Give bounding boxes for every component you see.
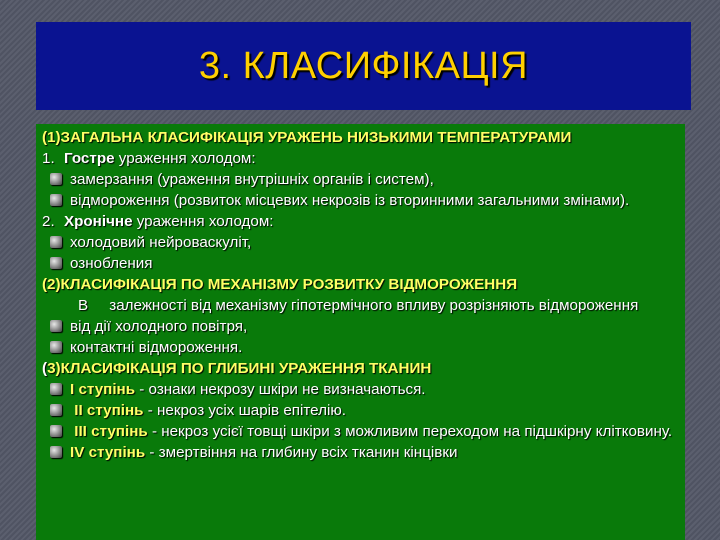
title-banner bbox=[36, 22, 691, 110]
content-panel bbox=[36, 124, 685, 540]
section-heading-3 bbox=[42, 360, 685, 377]
degree-label: ІІІ ступінь bbox=[70, 423, 148, 440]
bullet-icon bbox=[50, 404, 62, 416]
list-item-text: ураження холодом: bbox=[114, 150, 256, 167]
section-heading-2: (2)КЛАСИФІКАЦІЯ ПО МЕХАНІЗМУ РОЗВИТКУ ВІДМОРОЖЕННЯ bbox=[42, 276, 518, 293]
bullet-item bbox=[42, 234, 685, 251]
list-item-acute bbox=[42, 150, 685, 167]
bullet-text: від дії холодного повітря, bbox=[70, 318, 248, 335]
bullet-item bbox=[42, 255, 685, 272]
slide-title: 3. КЛАСИФІКАЦІЯ bbox=[198, 44, 529, 87]
section-heading-1: (1)ЗАГАЛЬНА КЛАСИФІКАЦІЯ УРАЖЕНЬ НИЗЬКИМИ ТЕМПЕРАТУРАМИ bbox=[42, 129, 572, 146]
heading-text: )КЛАСИФІКАЦІЯ ПО ГЛИБИНІ УРАЖЕННЯ ТКАНИН bbox=[55, 360, 432, 377]
bullet-icon bbox=[50, 446, 62, 458]
bullet-text: замерзання (ураження внутрішніх органів і систем), bbox=[70, 171, 434, 188]
bullet-icon bbox=[50, 341, 62, 353]
list-number: 1. bbox=[42, 150, 55, 167]
degree-label: І ступінь bbox=[70, 381, 136, 398]
heading-open-paren: ( bbox=[42, 360, 48, 377]
heading-number: 3 bbox=[47, 360, 56, 377]
list-item-text: ураження холодом: bbox=[132, 213, 274, 230]
bullet-item bbox=[42, 318, 685, 335]
bullet-text: контактні відмороження. bbox=[70, 339, 243, 356]
degree-item bbox=[42, 402, 685, 419]
degree-item bbox=[42, 423, 685, 440]
degree-text: - некроз усіх шарів епітелію. bbox=[143, 402, 346, 419]
bullet-icon bbox=[50, 236, 62, 248]
section-paragraph: В залежності від механізму гіпотермічного впливу розрізняють відмороження bbox=[78, 297, 639, 314]
degree-text: - змертвіння на глибину всіх тканин кінцівки bbox=[145, 444, 458, 461]
bullet-icon bbox=[50, 257, 62, 269]
bullet-icon bbox=[50, 383, 62, 395]
bullet-icon bbox=[50, 173, 62, 185]
list-item-bold: Гостре bbox=[64, 150, 115, 167]
bullet-text: холодовий нейроваскуліт, bbox=[70, 234, 252, 251]
degree-text: - ознаки некрозу шкіри не визначаються. bbox=[135, 381, 426, 398]
bullet-item bbox=[42, 192, 685, 209]
bullet-text: відмороження (розвиток місцевих некрозів із вторинними загальними змінами). bbox=[70, 192, 630, 209]
degree-item bbox=[42, 444, 685, 461]
bullet-item bbox=[42, 339, 685, 356]
list-item-chronic bbox=[42, 213, 685, 230]
bullet-item bbox=[42, 171, 685, 188]
bullet-icon bbox=[50, 320, 62, 332]
list-number: 2. bbox=[42, 213, 55, 230]
bullet-icon bbox=[50, 425, 62, 437]
degree-text: - некроз усієї товщі шкіри з можливим переходом на підшкірну клітковину. bbox=[147, 423, 673, 440]
degree-label: ІІ ступінь bbox=[70, 402, 144, 419]
degree-label: IV ступінь bbox=[70, 444, 146, 461]
bullet-text: ознобления bbox=[70, 255, 153, 272]
degree-item bbox=[42, 381, 685, 398]
list-item-bold: Хронічне bbox=[64, 213, 133, 230]
bullet-icon bbox=[50, 194, 62, 206]
